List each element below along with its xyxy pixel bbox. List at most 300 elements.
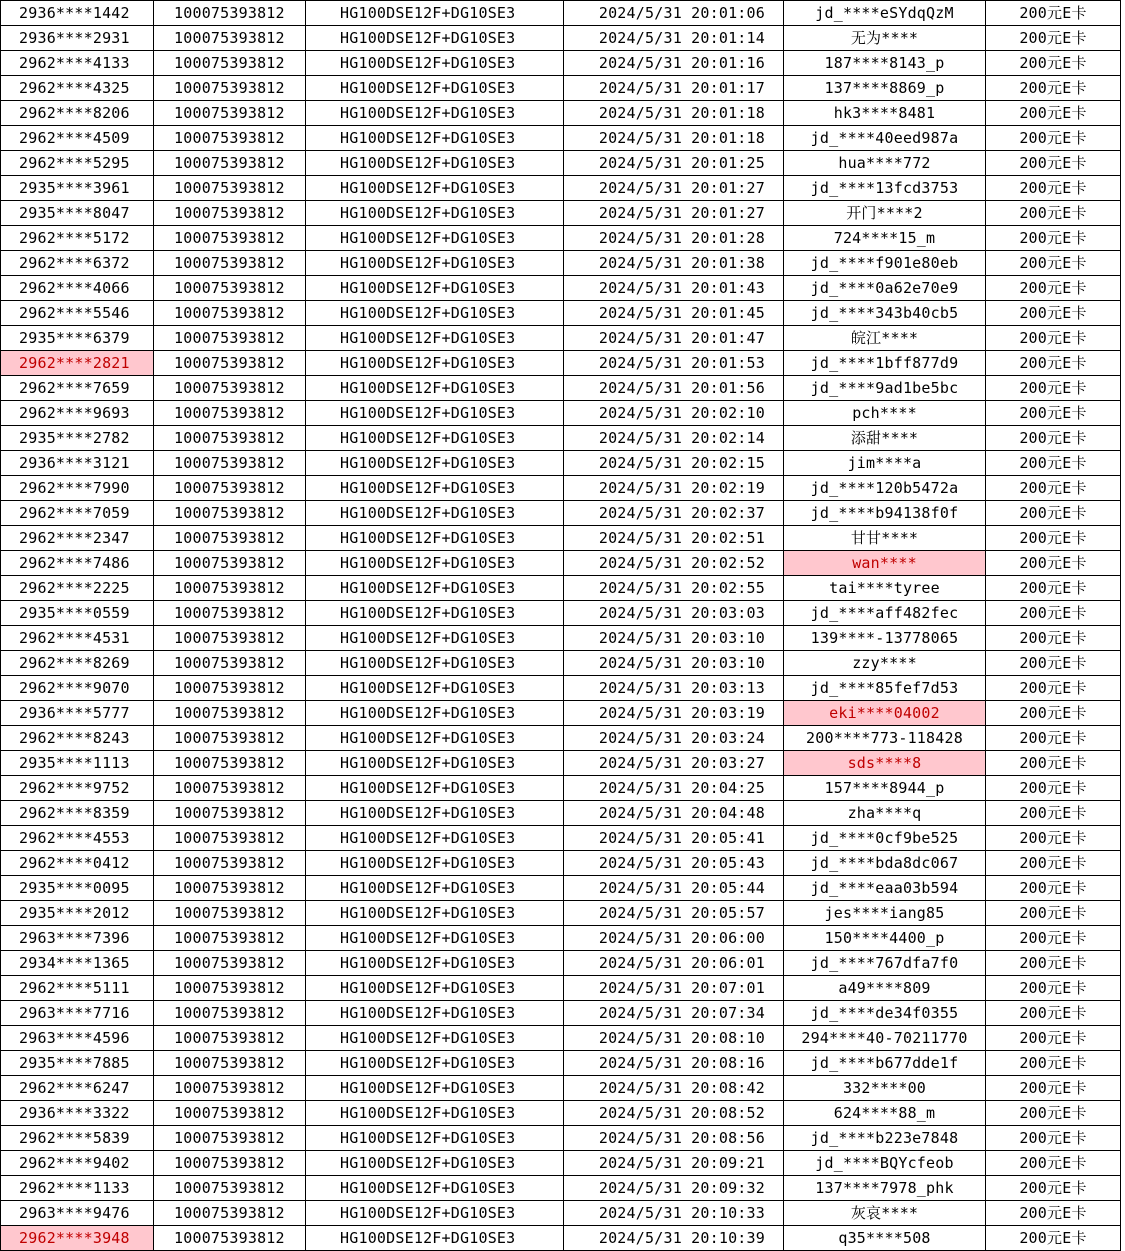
sku-cell[interactable]: 100075393812	[154, 676, 306, 701]
user-cell[interactable]: 无为****	[784, 26, 986, 51]
user-cell[interactable]: a49****809	[784, 976, 986, 1001]
sku-cell[interactable]: 100075393812	[154, 976, 306, 1001]
user-cell[interactable]: 157****8944_p	[784, 776, 986, 801]
sku-cell[interactable]: 100075393812	[154, 576, 306, 601]
model-cell[interactable]: HG100DSE12F+DG10SE3	[306, 1051, 564, 1076]
time-cell[interactable]: 2024/5/31 20:01:43	[564, 276, 784, 301]
order-id-cell[interactable]: 2936****3322	[1, 1101, 154, 1126]
time-cell[interactable]: 2024/5/31 20:01:18	[564, 101, 784, 126]
sku-cell[interactable]: 100075393812	[154, 1101, 306, 1126]
model-cell[interactable]: HG100DSE12F+DG10SE3	[306, 901, 564, 926]
time-cell[interactable]: 2024/5/31 20:10:39	[564, 1226, 784, 1251]
user-cell[interactable]: jd_****0a62e70e9	[784, 276, 986, 301]
user-cell[interactable]: pch****	[784, 401, 986, 426]
user-cell[interactable]: jd_****13fcd3753	[784, 176, 986, 201]
reward-cell[interactable]: 200元E卡	[986, 1126, 1121, 1151]
model-cell[interactable]: HG100DSE12F+DG10SE3	[306, 776, 564, 801]
sku-cell[interactable]: 100075393812	[154, 1226, 306, 1251]
reward-cell[interactable]: 200元E卡	[986, 476, 1121, 501]
reward-cell[interactable]: 200元E卡	[986, 376, 1121, 401]
time-cell[interactable]: 2024/5/31 20:05:43	[564, 851, 784, 876]
user-cell[interactable]: 724****15_m	[784, 226, 986, 251]
time-cell[interactable]: 2024/5/31 20:03:13	[564, 676, 784, 701]
order-id-cell[interactable]: 2962****8206	[1, 101, 154, 126]
order-id-cell[interactable]: 2962****4133	[1, 51, 154, 76]
reward-cell[interactable]: 200元E卡	[986, 276, 1121, 301]
time-cell[interactable]: 2024/5/31 20:07:01	[564, 976, 784, 1001]
reward-cell[interactable]: 200元E卡	[986, 1176, 1121, 1201]
user-cell[interactable]: 皖江****	[784, 326, 986, 351]
model-cell[interactable]: HG100DSE12F+DG10SE3	[306, 326, 564, 351]
order-id-cell[interactable]: 2963****9476	[1, 1201, 154, 1226]
user-cell[interactable]: 200****773-118428	[784, 726, 986, 751]
reward-cell[interactable]: 200元E卡	[986, 701, 1121, 726]
reward-cell[interactable]: 200元E卡	[986, 1226, 1121, 1251]
user-cell[interactable]: 624****88_m	[784, 1101, 986, 1126]
reward-cell[interactable]: 200元E卡	[986, 301, 1121, 326]
order-id-cell[interactable]: 2962****7659	[1, 376, 154, 401]
user-cell[interactable]: 甘甘****	[784, 526, 986, 551]
reward-cell[interactable]: 200元E卡	[986, 651, 1121, 676]
reward-cell[interactable]: 200元E卡	[986, 576, 1121, 601]
order-id-cell[interactable]: 2962****9693	[1, 401, 154, 426]
time-cell[interactable]: 2024/5/31 20:02:15	[564, 451, 784, 476]
user-cell[interactable]: jd_****85fef7d53	[784, 676, 986, 701]
sku-cell[interactable]: 100075393812	[154, 526, 306, 551]
model-cell[interactable]: HG100DSE12F+DG10SE3	[306, 626, 564, 651]
order-id-cell[interactable]: 2962****0412	[1, 851, 154, 876]
reward-cell[interactable]: 200元E卡	[986, 826, 1121, 851]
sku-cell[interactable]: 100075393812	[154, 951, 306, 976]
order-id-cell[interactable]: 2934****1365	[1, 951, 154, 976]
reward-cell[interactable]: 200元E卡	[986, 526, 1121, 551]
order-id-cell[interactable]: 2962****6247	[1, 1076, 154, 1101]
model-cell[interactable]: HG100DSE12F+DG10SE3	[306, 751, 564, 776]
model-cell[interactable]: HG100DSE12F+DG10SE3	[306, 1126, 564, 1151]
sku-cell[interactable]: 100075393812	[154, 601, 306, 626]
sku-cell[interactable]: 100075393812	[154, 326, 306, 351]
time-cell[interactable]: 2024/5/31 20:01:28	[564, 226, 784, 251]
model-cell[interactable]: HG100DSE12F+DG10SE3	[306, 926, 564, 951]
reward-cell[interactable]: 200元E卡	[986, 626, 1121, 651]
user-cell[interactable]: jd_****767dfa7f0	[784, 951, 986, 976]
user-cell[interactable]: jd_****bda8dc067	[784, 851, 986, 876]
user-cell[interactable]: jd_****343b40cb5	[784, 301, 986, 326]
model-cell[interactable]: HG100DSE12F+DG10SE3	[306, 676, 564, 701]
user-cell[interactable]: jd_****BQYcfeob	[784, 1151, 986, 1176]
sku-cell[interactable]: 100075393812	[154, 126, 306, 151]
sku-cell[interactable]: 100075393812	[154, 476, 306, 501]
sku-cell[interactable]: 100075393812	[154, 751, 306, 776]
time-cell[interactable]: 2024/5/31 20:08:52	[564, 1101, 784, 1126]
order-id-cell[interactable]: 2962****1133	[1, 1176, 154, 1201]
order-id-cell[interactable]: 2935****0095	[1, 876, 154, 901]
sku-cell[interactable]: 100075393812	[154, 501, 306, 526]
sku-cell[interactable]: 100075393812	[154, 276, 306, 301]
model-cell[interactable]: HG100DSE12F+DG10SE3	[306, 176, 564, 201]
user-cell[interactable]: jd_****9ad1be5bc	[784, 376, 986, 401]
time-cell[interactable]: 2024/5/31 20:03:19	[564, 701, 784, 726]
user-cell[interactable]: 开门****2	[784, 201, 986, 226]
sku-cell[interactable]: 100075393812	[154, 1001, 306, 1026]
time-cell[interactable]: 2024/5/31 20:02:55	[564, 576, 784, 601]
model-cell[interactable]: HG100DSE12F+DG10SE3	[306, 76, 564, 101]
time-cell[interactable]: 2024/5/31 20:01:25	[564, 151, 784, 176]
order-id-cell[interactable]: 2962****8359	[1, 801, 154, 826]
sku-cell[interactable]: 100075393812	[154, 701, 306, 726]
user-cell[interactable]: tai****tyree	[784, 576, 986, 601]
time-cell[interactable]: 2024/5/31 20:01:45	[564, 301, 784, 326]
order-id-cell[interactable]: 2962****3948	[1, 1226, 154, 1251]
user-cell[interactable]: jim****a	[784, 451, 986, 476]
order-id-cell[interactable]: 2935****8047	[1, 201, 154, 226]
order-id-cell[interactable]: 2935****7885	[1, 1051, 154, 1076]
model-cell[interactable]: HG100DSE12F+DG10SE3	[306, 476, 564, 501]
reward-cell[interactable]: 200元E卡	[986, 51, 1121, 76]
model-cell[interactable]: HG100DSE12F+DG10SE3	[306, 651, 564, 676]
model-cell[interactable]: HG100DSE12F+DG10SE3	[306, 801, 564, 826]
reward-cell[interactable]: 200元E卡	[986, 926, 1121, 951]
order-id-cell[interactable]: 2962****4325	[1, 76, 154, 101]
model-cell[interactable]: HG100DSE12F+DG10SE3	[306, 701, 564, 726]
user-cell[interactable]: 添甜****	[784, 426, 986, 451]
reward-cell[interactable]: 200元E卡	[986, 326, 1121, 351]
model-cell[interactable]: HG100DSE12F+DG10SE3	[306, 1226, 564, 1251]
time-cell[interactable]: 2024/5/31 20:01:16	[564, 51, 784, 76]
order-id-cell[interactable]: 2962****9402	[1, 1151, 154, 1176]
model-cell[interactable]: HG100DSE12F+DG10SE3	[306, 501, 564, 526]
user-cell[interactable]: hua****772	[784, 151, 986, 176]
order-id-cell[interactable]: 2962****8269	[1, 651, 154, 676]
sku-cell[interactable]: 100075393812	[154, 176, 306, 201]
order-id-cell[interactable]: 2935****0559	[1, 601, 154, 626]
sku-cell[interactable]: 100075393812	[154, 26, 306, 51]
reward-cell[interactable]: 200元E卡	[986, 26, 1121, 51]
order-id-cell[interactable]: 2962****4553	[1, 826, 154, 851]
order-id-cell[interactable]: 2936****3121	[1, 451, 154, 476]
model-cell[interactable]: HG100DSE12F+DG10SE3	[306, 1176, 564, 1201]
sku-cell[interactable]: 100075393812	[154, 1201, 306, 1226]
time-cell[interactable]: 2024/5/31 20:03:03	[564, 601, 784, 626]
order-id-cell[interactable]: 2963****7716	[1, 1001, 154, 1026]
order-id-cell[interactable]: 2962****5546	[1, 301, 154, 326]
reward-cell[interactable]: 200元E卡	[986, 1151, 1121, 1176]
order-id-cell[interactable]: 2936****2931	[1, 26, 154, 51]
model-cell[interactable]: HG100DSE12F+DG10SE3	[306, 301, 564, 326]
time-cell[interactable]: 2024/5/31 20:08:56	[564, 1126, 784, 1151]
sku-cell[interactable]: 100075393812	[154, 451, 306, 476]
model-cell[interactable]: HG100DSE12F+DG10SE3	[306, 151, 564, 176]
time-cell[interactable]: 2024/5/31 20:02:51	[564, 526, 784, 551]
sku-cell[interactable]: 100075393812	[154, 251, 306, 276]
time-cell[interactable]: 2024/5/31 20:04:25	[564, 776, 784, 801]
reward-cell[interactable]: 200元E卡	[986, 601, 1121, 626]
user-cell[interactable]: jd_****0cf9be525	[784, 826, 986, 851]
user-cell[interactable]: jd_****aff482fec	[784, 601, 986, 626]
order-id-cell[interactable]: 2962****5172	[1, 226, 154, 251]
time-cell[interactable]: 2024/5/31 20:08:16	[564, 1051, 784, 1076]
time-cell[interactable]: 2024/5/31 20:09:21	[564, 1151, 784, 1176]
user-cell[interactable]: jd_****b677dde1f	[784, 1051, 986, 1076]
sku-cell[interactable]: 100075393812	[154, 51, 306, 76]
time-cell[interactable]: 2024/5/31 20:06:01	[564, 951, 784, 976]
model-cell[interactable]: HG100DSE12F+DG10SE3	[306, 601, 564, 626]
sku-cell[interactable]: 100075393812	[154, 726, 306, 751]
model-cell[interactable]: HG100DSE12F+DG10SE3	[306, 951, 564, 976]
order-id-cell[interactable]: 2962****8243	[1, 726, 154, 751]
reward-cell[interactable]: 200元E卡	[986, 401, 1121, 426]
reward-cell[interactable]: 200元E卡	[986, 426, 1121, 451]
reward-cell[interactable]: 200元E卡	[986, 726, 1121, 751]
reward-cell[interactable]: 200元E卡	[986, 676, 1121, 701]
user-cell[interactable]: jd_****1bff877d9	[784, 351, 986, 376]
reward-cell[interactable]: 200元E卡	[986, 851, 1121, 876]
time-cell[interactable]: 2024/5/31 20:02:52	[564, 551, 784, 576]
time-cell[interactable]: 2024/5/31 20:01:47	[564, 326, 784, 351]
model-cell[interactable]: HG100DSE12F+DG10SE3	[306, 51, 564, 76]
model-cell[interactable]: HG100DSE12F+DG10SE3	[306, 526, 564, 551]
time-cell[interactable]: 2024/5/31 20:10:33	[564, 1201, 784, 1226]
reward-cell[interactable]: 200元E卡	[986, 976, 1121, 1001]
time-cell[interactable]: 2024/5/31 20:03:10	[564, 626, 784, 651]
sku-cell[interactable]: 100075393812	[154, 226, 306, 251]
user-cell[interactable]: hk3****8481	[784, 101, 986, 126]
order-id-cell[interactable]: 2962****5111	[1, 976, 154, 1001]
user-cell[interactable]: 150****4400_p	[784, 926, 986, 951]
order-id-cell[interactable]: 2962****5295	[1, 151, 154, 176]
sku-cell[interactable]: 100075393812	[154, 1126, 306, 1151]
sku-cell[interactable]: 100075393812	[154, 1151, 306, 1176]
reward-cell[interactable]: 200元E卡	[986, 951, 1121, 976]
time-cell[interactable]: 2024/5/31 20:04:48	[564, 801, 784, 826]
user-cell[interactable]: eki****04002	[784, 701, 986, 726]
model-cell[interactable]: HG100DSE12F+DG10SE3	[306, 1101, 564, 1126]
reward-cell[interactable]: 200元E卡	[986, 351, 1121, 376]
sku-cell[interactable]: 100075393812	[154, 301, 306, 326]
sku-cell[interactable]: 100075393812	[154, 76, 306, 101]
order-id-cell[interactable]: 2935****1113	[1, 751, 154, 776]
user-cell[interactable]: jd_****eSYdqQzM	[784, 1, 986, 26]
model-cell[interactable]: HG100DSE12F+DG10SE3	[306, 451, 564, 476]
user-cell[interactable]: 灰哀****	[784, 1201, 986, 1226]
user-cell[interactable]: 137****7978_phk	[784, 1176, 986, 1201]
model-cell[interactable]: HG100DSE12F+DG10SE3	[306, 1151, 564, 1176]
user-cell[interactable]: 187****8143_p	[784, 51, 986, 76]
model-cell[interactable]: HG100DSE12F+DG10SE3	[306, 1, 564, 26]
sku-cell[interactable]: 100075393812	[154, 1051, 306, 1076]
model-cell[interactable]: HG100DSE12F+DG10SE3	[306, 976, 564, 1001]
sku-cell[interactable]: 100075393812	[154, 401, 306, 426]
model-cell[interactable]: HG100DSE12F+DG10SE3	[306, 351, 564, 376]
time-cell[interactable]: 2024/5/31 20:02:10	[564, 401, 784, 426]
order-id-cell[interactable]: 2962****4509	[1, 126, 154, 151]
order-id-cell[interactable]: 2962****4531	[1, 626, 154, 651]
sku-cell[interactable]: 100075393812	[154, 651, 306, 676]
reward-cell[interactable]: 200元E卡	[986, 1101, 1121, 1126]
model-cell[interactable]: HG100DSE12F+DG10SE3	[306, 401, 564, 426]
sku-cell[interactable]: 100075393812	[154, 426, 306, 451]
time-cell[interactable]: 2024/5/31 20:01:27	[564, 176, 784, 201]
time-cell[interactable]: 2024/5/31 20:03:10	[564, 651, 784, 676]
time-cell[interactable]: 2024/5/31 20:05:41	[564, 826, 784, 851]
time-cell[interactable]: 2024/5/31 20:02:14	[564, 426, 784, 451]
user-cell[interactable]: zha****q	[784, 801, 986, 826]
model-cell[interactable]: HG100DSE12F+DG10SE3	[306, 1076, 564, 1101]
order-id-cell[interactable]: 2962****2225	[1, 576, 154, 601]
order-id-cell[interactable]: 2962****5839	[1, 1126, 154, 1151]
order-id-cell[interactable]: 2962****7486	[1, 551, 154, 576]
model-cell[interactable]: HG100DSE12F+DG10SE3	[306, 426, 564, 451]
sku-cell[interactable]: 100075393812	[154, 851, 306, 876]
reward-cell[interactable]: 200元E卡	[986, 801, 1121, 826]
time-cell[interactable]: 2024/5/31 20:01:17	[564, 76, 784, 101]
user-cell[interactable]: zzy****	[784, 651, 986, 676]
model-cell[interactable]: HG100DSE12F+DG10SE3	[306, 376, 564, 401]
sku-cell[interactable]: 100075393812	[154, 1, 306, 26]
time-cell[interactable]: 2024/5/31 20:01:27	[564, 201, 784, 226]
user-cell[interactable]: 137****8869_p	[784, 76, 986, 101]
reward-cell[interactable]: 200元E卡	[986, 776, 1121, 801]
model-cell[interactable]: HG100DSE12F+DG10SE3	[306, 201, 564, 226]
time-cell[interactable]: 2024/5/31 20:01:06	[564, 1, 784, 26]
time-cell[interactable]: 2024/5/31 20:02:19	[564, 476, 784, 501]
time-cell[interactable]: 2024/5/31 20:08:42	[564, 1076, 784, 1101]
reward-cell[interactable]: 200元E卡	[986, 101, 1121, 126]
reward-cell[interactable]: 200元E卡	[986, 1, 1121, 26]
time-cell[interactable]: 2024/5/31 20:01:18	[564, 126, 784, 151]
user-cell[interactable]: jd_****40eed987a	[784, 126, 986, 151]
reward-cell[interactable]: 200元E卡	[986, 151, 1121, 176]
user-cell[interactable]: jd_****b94138f0f	[784, 501, 986, 526]
sku-cell[interactable]: 100075393812	[154, 351, 306, 376]
order-id-cell[interactable]: 2936****1442	[1, 1, 154, 26]
model-cell[interactable]: HG100DSE12F+DG10SE3	[306, 826, 564, 851]
user-cell[interactable]: sds****8	[784, 751, 986, 776]
order-id-cell[interactable]: 2962****7059	[1, 501, 154, 526]
sku-cell[interactable]: 100075393812	[154, 776, 306, 801]
user-cell[interactable]: q35****508	[784, 1226, 986, 1251]
sku-cell[interactable]: 100075393812	[154, 101, 306, 126]
reward-cell[interactable]: 200元E卡	[986, 76, 1121, 101]
reward-cell[interactable]: 200元E卡	[986, 1076, 1121, 1101]
model-cell[interactable]: HG100DSE12F+DG10SE3	[306, 126, 564, 151]
time-cell[interactable]: 2024/5/31 20:02:37	[564, 501, 784, 526]
user-cell[interactable]: jd_****f901e80eb	[784, 251, 986, 276]
model-cell[interactable]: HG100DSE12F+DG10SE3	[306, 276, 564, 301]
reward-cell[interactable]: 200元E卡	[986, 1201, 1121, 1226]
sku-cell[interactable]: 100075393812	[154, 1026, 306, 1051]
time-cell[interactable]: 2024/5/31 20:06:00	[564, 926, 784, 951]
reward-cell[interactable]: 200元E卡	[986, 201, 1121, 226]
reward-cell[interactable]: 200元E卡	[986, 226, 1121, 251]
user-cell[interactable]: jd_****de34f0355	[784, 1001, 986, 1026]
sku-cell[interactable]: 100075393812	[154, 151, 306, 176]
order-id-cell[interactable]: 2962****2821	[1, 351, 154, 376]
user-cell[interactable]: wan****	[784, 551, 986, 576]
reward-cell[interactable]: 200元E卡	[986, 126, 1121, 151]
time-cell[interactable]: 2024/5/31 20:01:14	[564, 26, 784, 51]
sku-cell[interactable]: 100075393812	[154, 876, 306, 901]
reward-cell[interactable]: 200元E卡	[986, 876, 1121, 901]
user-cell[interactable]: jes****iang85	[784, 901, 986, 926]
order-id-cell[interactable]: 2935****2782	[1, 426, 154, 451]
model-cell[interactable]: HG100DSE12F+DG10SE3	[306, 251, 564, 276]
model-cell[interactable]: HG100DSE12F+DG10SE3	[306, 1026, 564, 1051]
time-cell[interactable]: 2024/5/31 20:01:53	[564, 351, 784, 376]
user-cell[interactable]: jd_****eaa03b594	[784, 876, 986, 901]
sku-cell[interactable]: 100075393812	[154, 626, 306, 651]
order-id-cell[interactable]: 2935****6379	[1, 326, 154, 351]
time-cell[interactable]: 2024/5/31 20:03:24	[564, 726, 784, 751]
reward-cell[interactable]: 200元E卡	[986, 176, 1121, 201]
time-cell[interactable]: 2024/5/31 20:05:44	[564, 876, 784, 901]
model-cell[interactable]: HG100DSE12F+DG10SE3	[306, 851, 564, 876]
model-cell[interactable]: HG100DSE12F+DG10SE3	[306, 1001, 564, 1026]
sku-cell[interactable]: 100075393812	[154, 826, 306, 851]
reward-cell[interactable]: 200元E卡	[986, 1051, 1121, 1076]
reward-cell[interactable]: 200元E卡	[986, 551, 1121, 576]
time-cell[interactable]: 2024/5/31 20:08:10	[564, 1026, 784, 1051]
user-cell[interactable]: jd_****120b5472a	[784, 476, 986, 501]
time-cell[interactable]: 2024/5/31 20:07:34	[564, 1001, 784, 1026]
model-cell[interactable]: HG100DSE12F+DG10SE3	[306, 551, 564, 576]
order-id-cell[interactable]: 2962****4066	[1, 276, 154, 301]
model-cell[interactable]: HG100DSE12F+DG10SE3	[306, 726, 564, 751]
model-cell[interactable]: HG100DSE12F+DG10SE3	[306, 1201, 564, 1226]
order-id-cell[interactable]: 2963****7396	[1, 926, 154, 951]
model-cell[interactable]: HG100DSE12F+DG10SE3	[306, 226, 564, 251]
user-cell[interactable]: 332****00	[784, 1076, 986, 1101]
order-id-cell[interactable]: 2963****4596	[1, 1026, 154, 1051]
model-cell[interactable]: HG100DSE12F+DG10SE3	[306, 101, 564, 126]
time-cell[interactable]: 2024/5/31 20:09:32	[564, 1176, 784, 1201]
time-cell[interactable]: 2024/5/31 20:05:57	[564, 901, 784, 926]
user-cell[interactable]: 139****-13778065	[784, 626, 986, 651]
order-id-cell[interactable]: 2962****9070	[1, 676, 154, 701]
model-cell[interactable]: HG100DSE12F+DG10SE3	[306, 26, 564, 51]
reward-cell[interactable]: 200元E卡	[986, 451, 1121, 476]
reward-cell[interactable]: 200元E卡	[986, 1001, 1121, 1026]
order-id-cell[interactable]: 2962****2347	[1, 526, 154, 551]
sku-cell[interactable]: 100075393812	[154, 551, 306, 576]
reward-cell[interactable]: 200元E卡	[986, 251, 1121, 276]
sku-cell[interactable]: 100075393812	[154, 926, 306, 951]
time-cell[interactable]: 2024/5/31 20:03:27	[564, 751, 784, 776]
sku-cell[interactable]: 100075393812	[154, 1176, 306, 1201]
user-cell[interactable]: jd_****b223e7848	[784, 1126, 986, 1151]
reward-cell[interactable]: 200元E卡	[986, 1026, 1121, 1051]
order-id-cell[interactable]: 2935****2012	[1, 901, 154, 926]
reward-cell[interactable]: 200元E卡	[986, 501, 1121, 526]
sku-cell[interactable]: 100075393812	[154, 201, 306, 226]
sku-cell[interactable]: 100075393812	[154, 901, 306, 926]
time-cell[interactable]: 2024/5/31 20:01:38	[564, 251, 784, 276]
reward-cell[interactable]: 200元E卡	[986, 901, 1121, 926]
sku-cell[interactable]: 100075393812	[154, 801, 306, 826]
order-id-cell[interactable]: 2936****5777	[1, 701, 154, 726]
order-id-cell[interactable]: 2962****6372	[1, 251, 154, 276]
reward-cell[interactable]: 200元E卡	[986, 751, 1121, 776]
order-id-cell[interactable]: 2962****7990	[1, 476, 154, 501]
order-id-cell[interactable]: 2935****3961	[1, 176, 154, 201]
user-cell[interactable]: 294****40-70211770	[784, 1026, 986, 1051]
order-id-cell[interactable]: 2962****9752	[1, 776, 154, 801]
sku-cell[interactable]: 100075393812	[154, 376, 306, 401]
sku-cell[interactable]: 100075393812	[154, 1076, 306, 1101]
time-cell[interactable]: 2024/5/31 20:01:56	[564, 376, 784, 401]
model-cell[interactable]: HG100DSE12F+DG10SE3	[306, 576, 564, 601]
model-cell[interactable]: HG100DSE12F+DG10SE3	[306, 876, 564, 901]
